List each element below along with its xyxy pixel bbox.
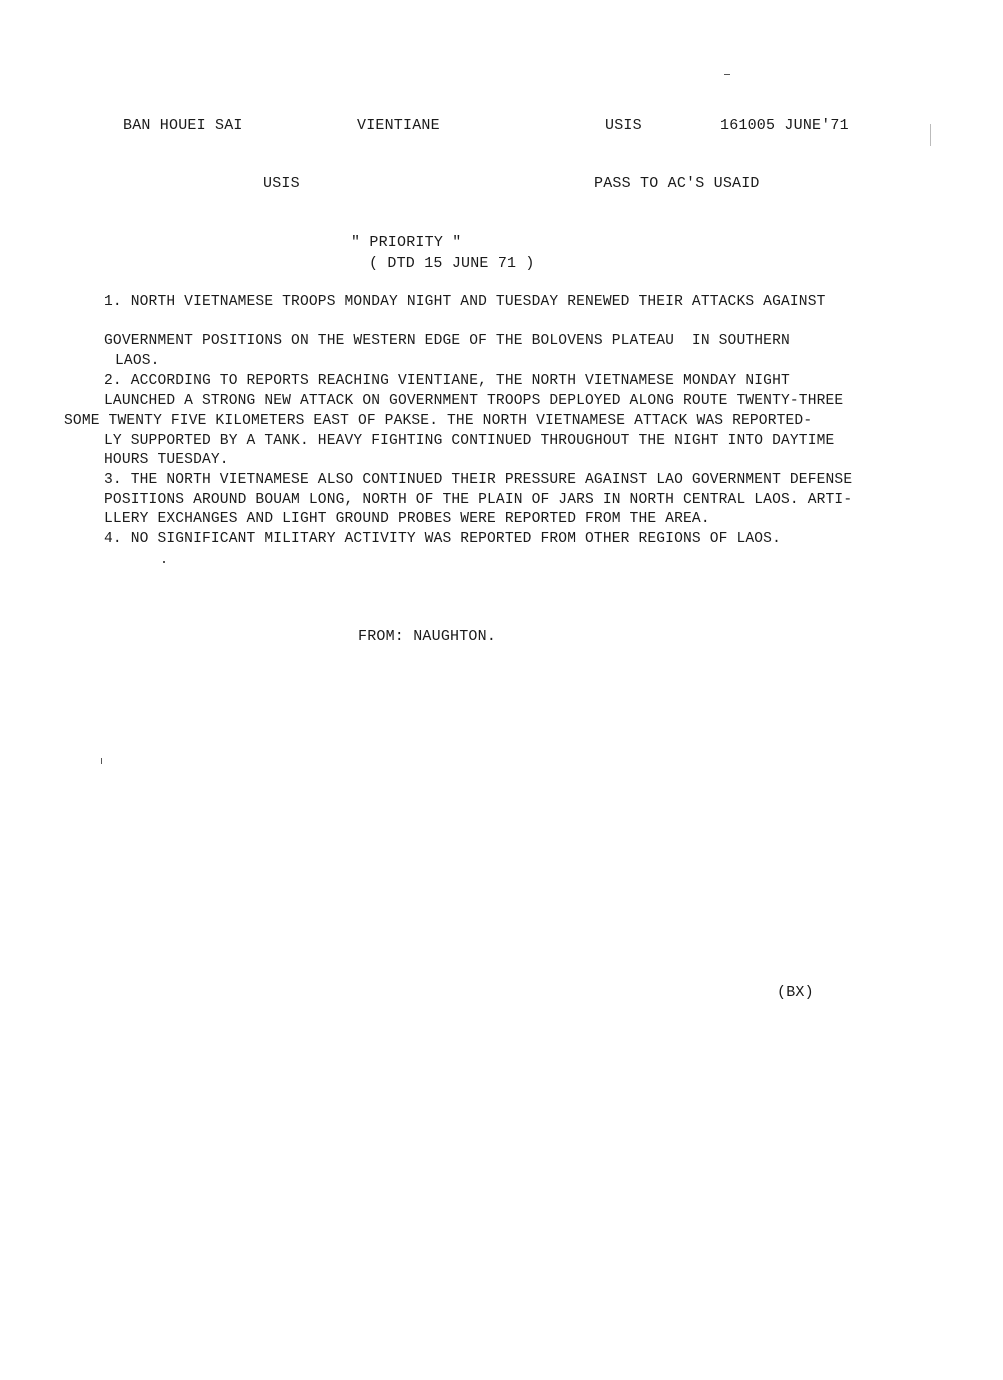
paragraph-3-line-3: LLERY EXCHANGES AND LIGHT GROUND PROBES WERE REPORTED FROM THE AREA.	[104, 511, 710, 527]
scan-speck	[101, 758, 102, 764]
paragraph-2-line-5: HOURS TUESDAY.	[104, 452, 229, 468]
paragraph-2-line-1: 2. ACCORDING TO REPORTS REACHING VIENTIANE, THE NORTH VIETNAMESE MONDAY NIGHT	[104, 373, 790, 389]
scan-speck	[163, 561, 165, 563]
paragraph-4-line-1: 4. NO SIGNIFICANT MILITARY ACTIVITY WAS REPORTED FROM OTHER REGIONS OF LAOS.	[104, 531, 781, 547]
pass-to-line: PASS TO AC'S USAID	[594, 175, 760, 192]
paragraph-1-line-1: 1. NORTH VIETNAMESE TROOPS MONDAY NIGHT AND TUESDAY RENEWED THEIR ATTACKS AGAINST	[104, 294, 826, 310]
paragraph-3-line-2: POSITIONS AROUND BOUAM LONG, NORTH OF THE PLAIN OF JARS IN NORTH CENTRAL LAOS. ARTI-	[104, 492, 853, 508]
scan-speck	[724, 74, 730, 75]
paragraph-2-line-3: SOME TWENTY FIVE KILOMETERS EAST OF PAKSE. THE NORTH VIETNAMESE ATTACK WAS REPORTED-	[64, 413, 813, 429]
agency: USIS	[605, 117, 642, 134]
to-station: VIENTIANE	[357, 117, 440, 134]
operator-mark: (BX)	[777, 984, 814, 1001]
dated-line: ( DTD 15 JUNE 71 )	[369, 255, 535, 272]
from-station: BAN HOUEI SAI	[123, 117, 243, 134]
paragraph-2-line-4: LY SUPPORTED BY A TANK. HEAVY FIGHTING CONTINUED THROUGHOUT THE NIGHT INTO DAYTIME	[104, 433, 835, 449]
info-addressee: USIS	[263, 175, 300, 192]
scan-speck	[930, 124, 931, 146]
paragraph-3-line-1: 3. THE NORTH VIETNAMESE ALSO CONTINUED THEIR PRESSURE AGAINST LAO GOVERNMENT DEFENSE	[104, 472, 853, 488]
paragraph-1-line-2: GOVERNMENT POSITIONS ON THE WESTERN EDGE OF THE BOLOVENS PLATEAU IN SOUTHERN	[104, 333, 790, 349]
from-signature: FROM: NAUGHTON.	[358, 628, 497, 645]
precedence-label: " PRIORITY "	[351, 234, 462, 251]
paragraph-1-line-3: LAOS.	[115, 353, 160, 369]
date-time-group: 161005 JUNE'71	[720, 117, 849, 134]
paragraph-2-line-2: LAUNCHED A STRONG NEW ATTACK ON GOVERNMENT TROOPS DEPLOYED ALONG ROUTE TWENTY-THREE	[104, 393, 844, 409]
